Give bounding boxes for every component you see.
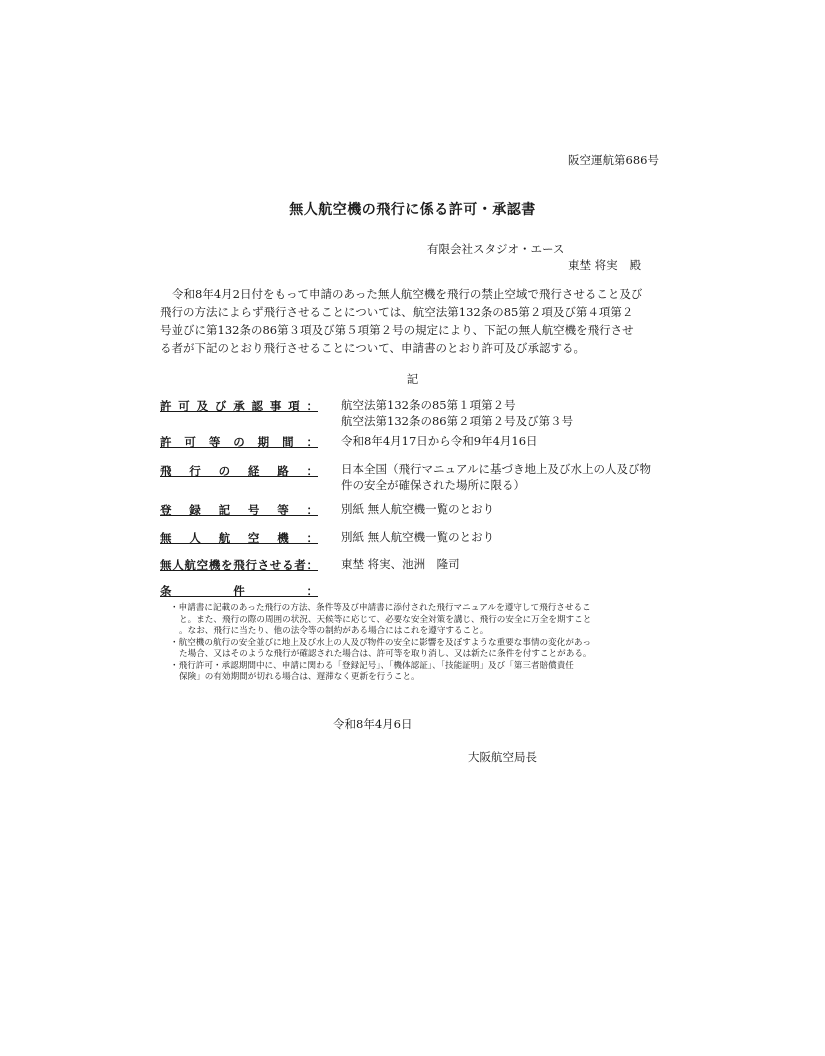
document-title: 無人航空機の飛行に係る許可・承認書 bbox=[289, 202, 536, 218]
honorific: 殿 bbox=[629, 258, 642, 272]
recipient-company: 有限会社スタジオ・エース bbox=[427, 242, 565, 256]
condition-line: 。なお、飛行に当たり、他の法令等の制約がある場合にはこれを遵守すること。 bbox=[179, 626, 489, 636]
conditions-label: 条件： bbox=[160, 584, 318, 598]
condition-line: ・航空機の航行の安全並びに地上及び水上の人及び物件の安全に影響を及ぼすような重要な事情の変化があっ bbox=[170, 637, 592, 648]
intro-line: 令和8年4月2日付をもって申請のあった無人航空機を飛行の禁止空域で飛行させること及び bbox=[172, 287, 643, 301]
issue-date: 令和8年4月6日 bbox=[333, 717, 413, 731]
aircraft-label: 無人航空機： bbox=[160, 531, 318, 545]
permission-matters-value bbox=[341, 397, 573, 429]
value-line: 航空法第132条の85第１項第２号 bbox=[341, 398, 516, 412]
intro-line: 飛行の方法によらず飛行させることについては、航空法第132条の85第２項及び第４項第２ bbox=[160, 305, 634, 319]
intro-line: る者が下記のとおり飛行させることについて、申請書のとおり許可及び承認する。 bbox=[160, 341, 586, 355]
value-line: 日本全国（飛行マニュアルに基づき地上及び水上の人及び物 bbox=[341, 462, 652, 476]
permission-matters-label: 許可及び承認事項： bbox=[160, 399, 318, 413]
condition-line: 保険」の有効期間が切れる場合は、遅滞なく更新を行うこと。 bbox=[179, 672, 420, 682]
registration-label: 登録記号等： bbox=[160, 503, 318, 517]
route-value bbox=[341, 461, 651, 493]
condition-line: ・申請書に記載のあった飛行の方法、条件等及び申請書に添付された飛行マニュアルを遵守して飛行させるこ bbox=[170, 603, 591, 613]
period-value: 令和8年4月17日から令和9年4月16日 bbox=[341, 434, 538, 448]
condition-line: た場合、又はそのような飛行が確認された場合は、許可等を取り消し、又は新たに条件を付すことがある。 bbox=[179, 649, 592, 659]
condition-item bbox=[170, 661, 670, 684]
operators-label: 無人航空機を飛行させる者： bbox=[160, 558, 318, 572]
period-label: 許可等の期間： bbox=[160, 435, 318, 449]
conditions-list bbox=[170, 603, 670, 684]
document-number: 阪空運航第686号 bbox=[568, 153, 659, 167]
aircraft-value: 別紙 無人航空機一覧のとおり bbox=[341, 530, 495, 544]
issuer: 大阪航空局長 bbox=[468, 750, 537, 764]
intro-line: 号並びに第132条の86第３項及び第５項第２号の規定により、下記の無人航空機を飛行させ bbox=[160, 323, 634, 337]
operators-value: 東埜 将実、池洲 隆司 bbox=[341, 557, 460, 571]
condition-line: ・飛行許可・承認期間中に、申請に関わる「登録記号」、「機体認証」、「技能証明」及び「第三者賠償責任 bbox=[170, 660, 574, 671]
intro-paragraph bbox=[160, 285, 665, 357]
recipient-person bbox=[568, 257, 641, 273]
ki-heading: 記 bbox=[406, 372, 419, 386]
registration-value: 別紙 無人航空機一覧のとおり bbox=[341, 502, 495, 516]
recipient-name: 東埜 将実 bbox=[568, 258, 618, 272]
value-line: 航空法第132条の86第２項第２号及び第３号 bbox=[341, 414, 574, 428]
route-label: 飛行の経路： bbox=[160, 464, 318, 478]
condition-line: と。また、飛行の際の周囲の状況、天候等に応じて、必要な安全対策を講じ、飛行の安全に万全を期すこと bbox=[179, 614, 592, 625]
condition-item bbox=[170, 638, 670, 661]
value-line: 件の安全が確保された場所に限る） bbox=[341, 478, 525, 492]
condition-item bbox=[170, 603, 670, 638]
